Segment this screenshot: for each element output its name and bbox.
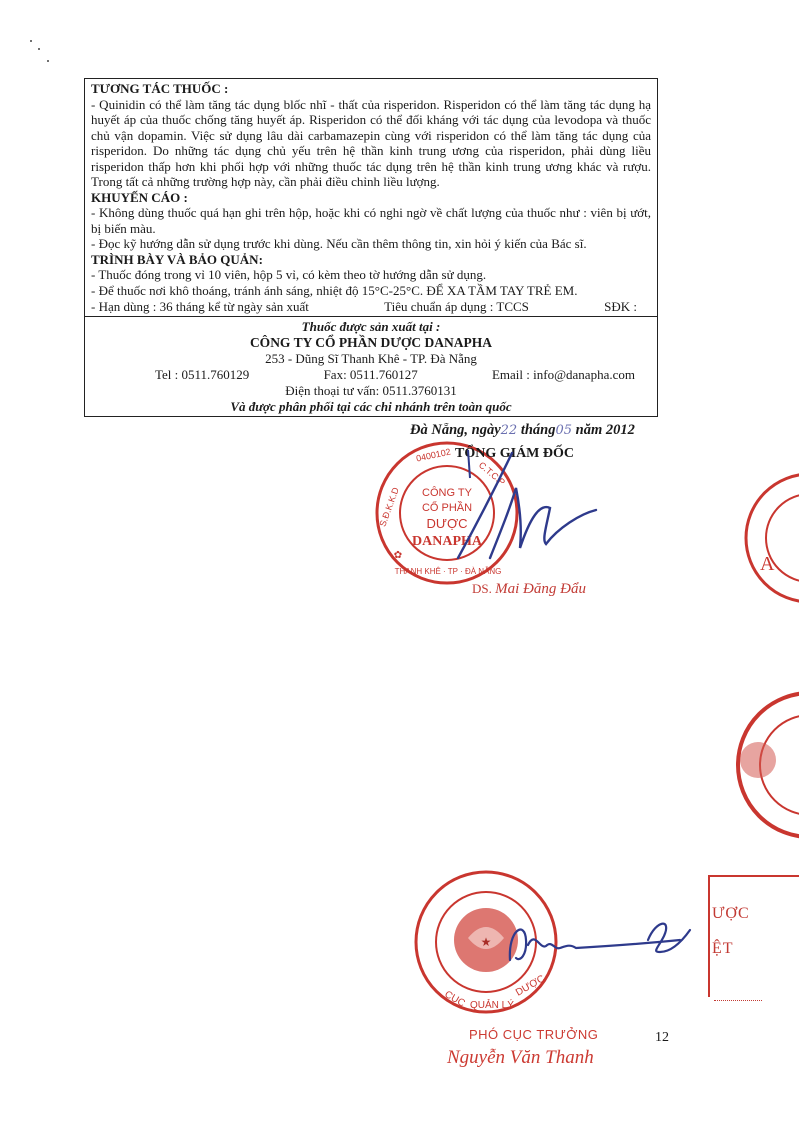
presentation-title: TRÌNH BÀY VÀ BẢO QUẢN: xyxy=(91,251,263,267)
day-handwritten: 22 xyxy=(500,423,518,438)
director-title: TỔNG GIÁM ĐỐC xyxy=(455,446,574,461)
svg-text:✿: ✿ xyxy=(393,550,403,561)
warning-item: - Không dùng thuốc quá hạn ghi trên hộp, hoặc khi có nghi ngờ về chất lượng của thuốc như : viên bị ướt, bị biến màu. xyxy=(91,205,651,236)
month-handwritten: 05 xyxy=(555,423,573,438)
edge-stamp-icon xyxy=(738,470,799,610)
distribution-note: Và được phân phối tại các chi nhánh trên toàn quốc xyxy=(230,399,512,414)
email: Email : info@danapha.com xyxy=(491,367,635,382)
edge-stamp-icon xyxy=(710,690,799,840)
deputy-title: PHÓ CỤC TRƯỞNG xyxy=(469,1027,599,1042)
tel: Tel : 0511.760129 xyxy=(155,367,250,382)
place-date-prefix: Đà Nẵng, ngày xyxy=(410,422,501,438)
manufacturer-footer xyxy=(85,317,657,416)
warnings-title: KHUYẾN CÁO : xyxy=(91,189,188,205)
director-signature-icon xyxy=(450,448,600,578)
deputy-signature-icon xyxy=(480,900,710,990)
month-label: tháng xyxy=(520,422,556,438)
svg-text:★: ★ xyxy=(480,935,492,949)
meta-row xyxy=(85,299,657,317)
svg-text:CỤC: CỤC xyxy=(442,989,467,1010)
svg-text:DƯỢC: DƯỢC xyxy=(514,973,547,999)
svg-text:DANAPHA: DANAPHA xyxy=(412,534,482,549)
presentation-item: - Thuốc đóng trong vỉ 10 viên, hộp 5 vỉ, có kèm theo tờ hướng dẫn sử dụng. xyxy=(91,267,487,282)
warning-item: - Đọc kỹ hướng dẫn sử dụng trước khi dùng. Nếu cần thêm thông tin, xin hỏi ý kiến của Bác sĩ. xyxy=(91,236,587,251)
drug-interactions-text: - Quinidin có thể làm tăng tác dụng blốc nhĩ - thất của risperidon. Risperidon có thể làm tăng tác dụng hạ huyết áp của thuốc chống tăng huyết áp. Risperidon có thể đối kháng với tác dụng của levodopa và thuốc chủ vận dopamin. Việc sử dụng lâu dài carbamazepin cùng với risperidon có thể làm tăng tác dụng của risperidon. Do những tác dụng chủ yếu trên hệ thần kinh trung ương của risperidon, phải dùng liều risperidon thấp hơn khi phối hợp với những thuốc tác dụng trên hệ thần kinh trung ương khác và rượu. Trong tất cả những trường hợp này, cần phải điều chỉnh liều lượng. xyxy=(91,96,651,189)
scan-speck xyxy=(47,60,49,62)
svg-text:CỔ PHẦN: CỔ PHẦN xyxy=(421,502,473,514)
drug-interactions-title: TƯƠNG TÁC THUỐC : xyxy=(91,81,229,96)
year-label: năm 2012 xyxy=(575,422,635,438)
svg-text:A: A xyxy=(760,553,775,575)
signer-prefix: DS. xyxy=(472,581,492,596)
svg-text:C.T.C.P: C.T.C.P xyxy=(476,459,508,488)
svg-text:S.Đ.K.K.D: S.Đ.K.K.D xyxy=(377,485,401,528)
deputy-name: Nguyễn Văn Thanh xyxy=(447,1047,594,1068)
svg-text:0400102: 0400102 xyxy=(415,446,452,464)
registration-number: SĐK : xyxy=(604,299,637,314)
leaflet-content xyxy=(85,79,657,298)
scan-speck xyxy=(38,48,40,50)
edge-text-2: ỆT xyxy=(712,940,734,957)
shelf-life: - Hạn dùng : 36 tháng kể từ ngày sản xuất xyxy=(91,299,309,314)
scan-speck xyxy=(30,40,32,42)
edge-text-1: ƯỢC xyxy=(712,905,750,922)
presentation-item: - Để thuốc nơi khô thoáng, tránh ánh sáng, nhiệt độ 15°C-25°C. ĐỂ XA TẦM TAY TRẺ EM. xyxy=(91,282,578,298)
company-name: CÔNG TY CỔ PHẦN DƯỢC DANAPHA xyxy=(249,335,493,350)
svg-text:DƯỢC: DƯỢC xyxy=(426,516,468,531)
svg-text:THANH KHÊ · TP · ĐÀ NẴNG: THANH KHÊ · TP · ĐÀ NẴNG xyxy=(394,567,502,576)
edge-box-border xyxy=(708,875,799,997)
edge-dotted-line xyxy=(714,1000,762,1001)
contact-row xyxy=(85,367,657,383)
leaflet-box xyxy=(84,78,658,417)
signer-name: Mai Đăng Đẩu xyxy=(495,581,586,597)
place-date-line xyxy=(410,422,635,439)
hotline: Điện thoại tư vấn: 0511.3760131 xyxy=(285,383,457,398)
page-number: 12 xyxy=(655,1030,669,1045)
svg-text:QUẢN LÝ: QUẢN LÝ xyxy=(470,1000,514,1011)
svg-text:CÔNG TY: CÔNG TY xyxy=(422,487,472,499)
company-address: 253 - Dũng Sĩ Thanh Khê - TP. Đà Nẵng xyxy=(265,351,477,366)
standard: Tiêu chuẩn áp dụng : TCCS xyxy=(384,299,529,314)
made-by-label: Thuốc được sản xuất tại : xyxy=(301,319,441,334)
fax: Fax: 0511.760127 xyxy=(323,367,418,382)
director-name xyxy=(472,581,586,598)
